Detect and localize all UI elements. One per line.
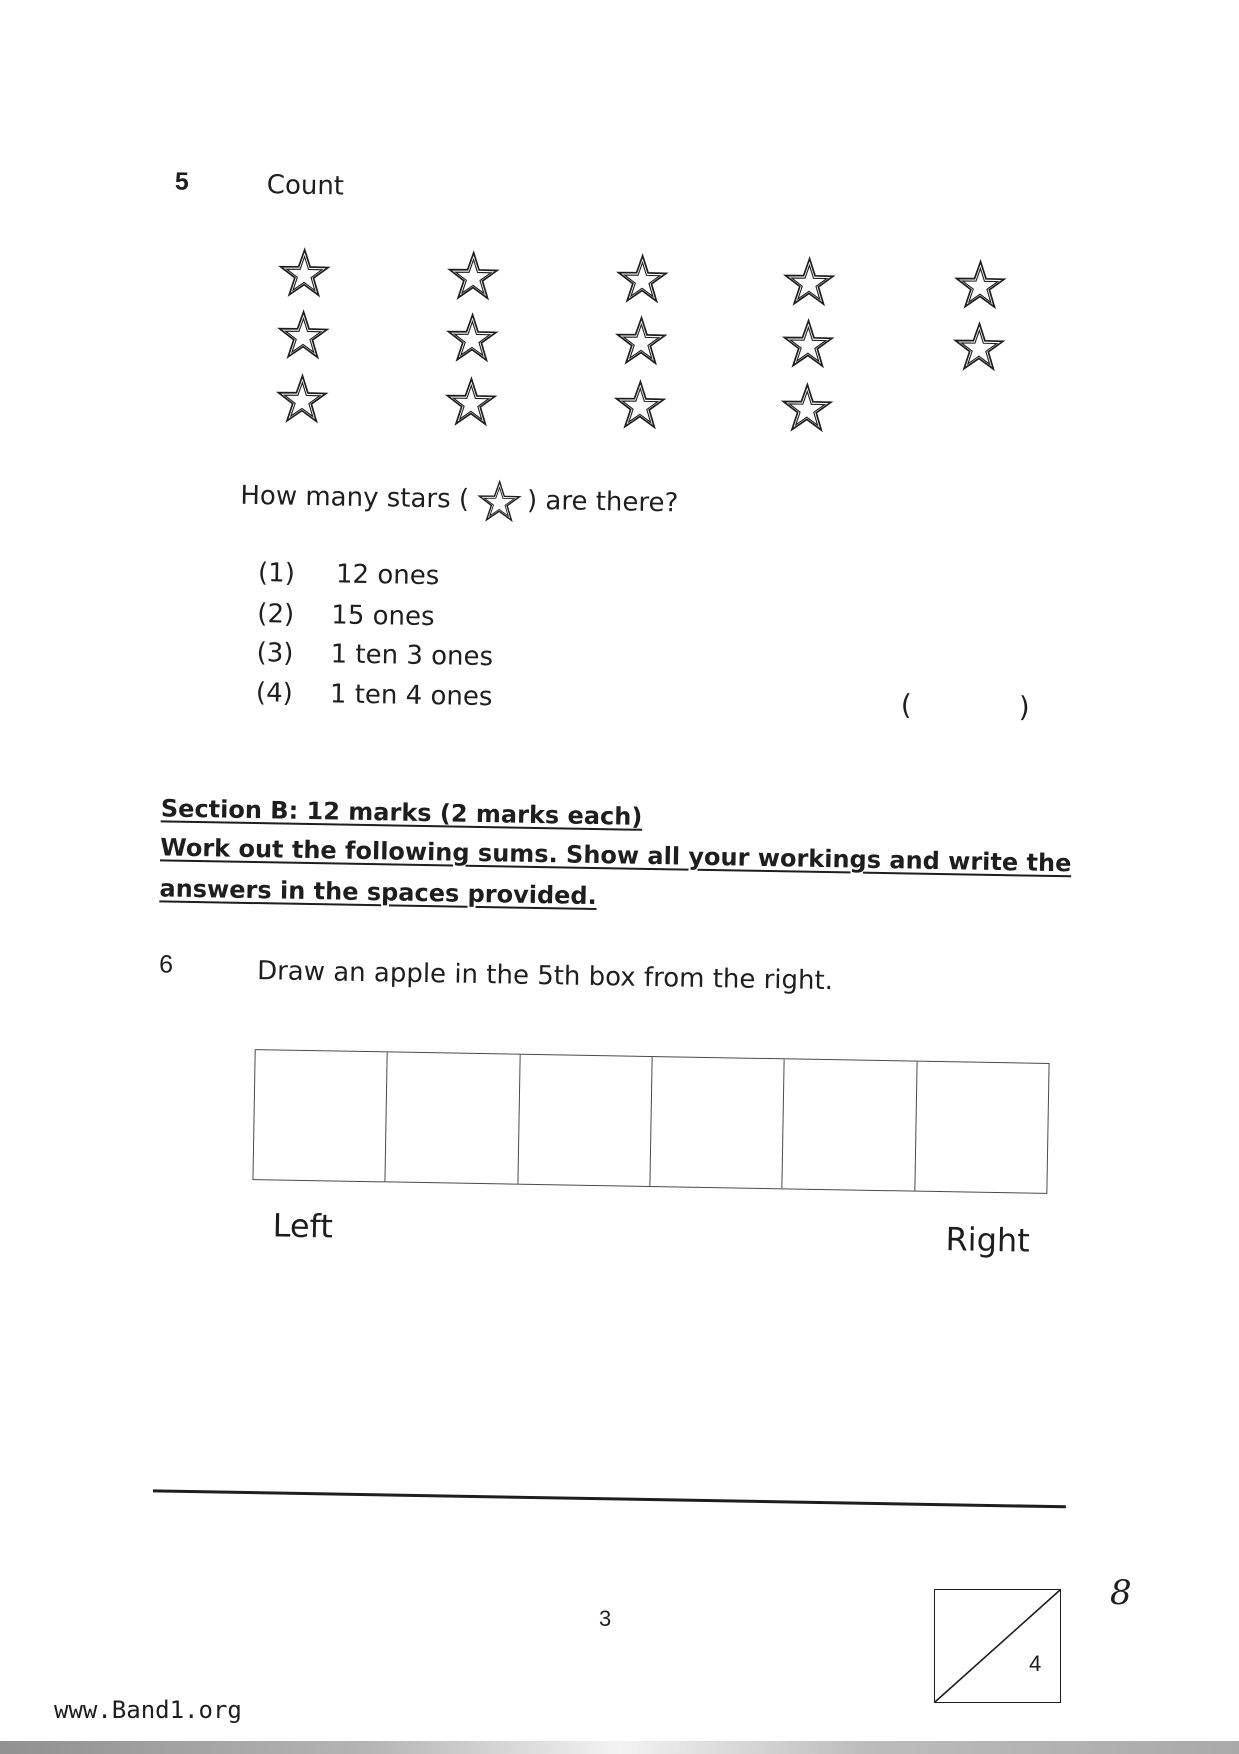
answer-box xyxy=(518,1055,653,1186)
question-number: 5 xyxy=(174,167,190,196)
star-icon xyxy=(614,378,667,431)
handwritten-mark: 8 xyxy=(1110,1573,1132,1613)
answer-box xyxy=(650,1057,785,1188)
star-icon xyxy=(953,320,1006,373)
answer-box xyxy=(386,1052,521,1183)
page-number: 3 xyxy=(599,1606,612,1631)
star-icon xyxy=(781,381,834,434)
left-label: Left xyxy=(272,1206,334,1246)
star-icon xyxy=(783,255,836,308)
page-divider xyxy=(153,1489,1066,1508)
question-instruction: Draw an apple in the 5th box from the right. xyxy=(256,956,834,997)
answer-box xyxy=(253,1050,388,1181)
answer-option xyxy=(258,560,578,592)
answer-bracket-open: ( xyxy=(900,688,913,722)
answer-option xyxy=(256,640,576,672)
answer-box xyxy=(915,1062,1049,1193)
option-text: 1 ten 3 ones xyxy=(330,639,494,673)
star-icon xyxy=(277,308,330,361)
scan-edge-shadow xyxy=(0,1741,1239,1754)
option-text: 15 ones xyxy=(331,600,435,633)
section-instructions-line: answers in the spaces provided. xyxy=(159,874,597,911)
section-heading: Section B: 12 marks (2 marks each) xyxy=(160,794,643,831)
question-text-end: ) are there? xyxy=(526,485,679,519)
scanned-sheet xyxy=(3,0,1140,1549)
star-icon xyxy=(782,317,835,370)
score-box-total: 4 xyxy=(1029,1651,1042,1676)
right-label: Right xyxy=(945,1220,1031,1260)
question-text xyxy=(240,480,679,519)
star-icon xyxy=(446,311,499,364)
section-instructions-line: Work out the following sums. Show all your workings and write the xyxy=(159,833,1072,878)
score-box xyxy=(934,1589,1061,1703)
option-text: 12 ones xyxy=(335,559,440,592)
star-icon xyxy=(616,252,669,305)
star-icon xyxy=(278,246,331,299)
score-box-diagonal xyxy=(935,1590,1060,1702)
answer-option xyxy=(257,601,577,633)
option-label: (3) xyxy=(256,638,294,669)
star-icon xyxy=(447,249,500,302)
star-icon xyxy=(615,314,668,367)
site-watermark: www.Band1.org xyxy=(54,1696,242,1724)
star-icon xyxy=(276,372,329,425)
answer-option xyxy=(256,680,576,712)
option-label: (1) xyxy=(257,558,296,589)
star-grid xyxy=(22,0,1140,459)
answer-box-row xyxy=(252,1049,1049,1194)
answer-bracket-close: ) xyxy=(1018,690,1031,724)
star-icon-shape xyxy=(477,478,522,523)
question-instruction: Count xyxy=(266,170,345,202)
option-label: (4) xyxy=(255,678,294,709)
answer-box xyxy=(783,1059,918,1190)
question-number: 6 xyxy=(158,950,174,979)
question-text-start: How many stars ( xyxy=(240,480,470,515)
star-icon xyxy=(954,258,1007,311)
option-text: 1 ten 4 ones xyxy=(329,679,493,713)
star-icon xyxy=(445,375,498,428)
option-label: (2) xyxy=(257,599,295,630)
star-icon xyxy=(477,478,522,523)
